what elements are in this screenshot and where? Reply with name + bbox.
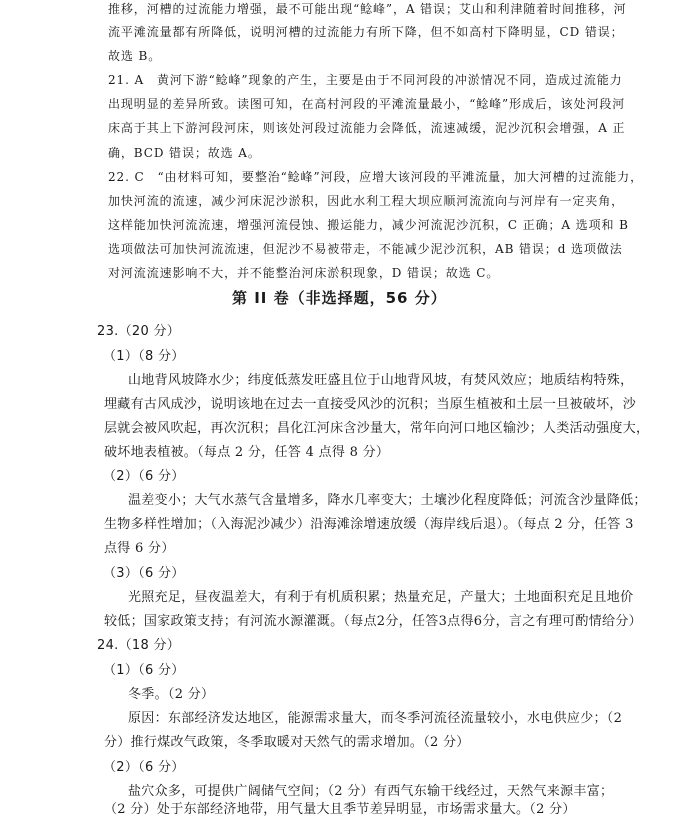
sub-question-header: （2）（6 分） [103,469,185,484]
explanation-21-line: 21. A 黄河下游“鲶峰”现象的产生，主要是由于不同河段的冲淤情况不同，造成过流能力 [108,73,623,87]
sub-question-header: （2）（6 分） [103,760,185,775]
sub-question-header: （3）（6 分） [103,566,185,581]
explanation-line: 选项做法可加快河流流速，但泥沙不易被带走，不能减少泥沙沉积，AB 错误；d 选项做法 [108,242,623,256]
answer-line: 生物多样性增加；（入海泥沙减少）沿海滩涂增速放缓（海岸线后退）。（每点 2 分，任答 3 [104,517,634,532]
explanation-line: 床高于其上下游河段河床，则该处河段过流能力会降低，流速减缓，泥沙沉积会增强，A 正 [108,121,626,135]
explanation-line: 这样能加快河流流速，增强河流侵蚀、搬运能力，减少河流泥沙沉积，C 正确；A 选项和 B [108,218,629,232]
section-title: 第 II 卷（非选择题，56 分） [232,289,447,307]
sub-question-header: （1）（8 分） [103,349,185,364]
answer-line: 冬季。（2 分） [128,687,215,702]
answer-line: 盐穴众多，可提供广阔储气空间；（2 分）有西气东输干线经过，天然气来源丰富； [128,784,614,799]
question-24-header: 24.（18 分） [97,638,181,653]
answer-line: 温差变小；大气水蒸气含量增多，降水几率变大；土壤沙化程度降低；河流含沙量降低； [128,493,647,508]
answer-line: 层就会被风吹起，再次沉积；昌化江河床含沙量大，常年向河口地区输沙；人类活动强度大， [104,421,650,436]
answer-line: 光照充足，昼夜温差大，有利于有机质积累；热量充足，产量大；土地面积充足且地价 [128,590,634,605]
explanation-line: 流平滩流量都有所降低，说明河槽的过流能力有所下降，但不如高村下降明显，CD 错误； [108,25,624,39]
answer-line: 破坏地表植被。（每点 2 分，任答 4 点得 8 分） [104,445,390,460]
answer-line: 较低；国家政策支持；有河流水源灌溉。（每点2分，任答3点得6分，言之有理可酌情给分） [104,614,642,629]
explanation-line: 出现明显的差异所致。读图可知，在高村河段的平滩流量最小，“鲶峰”形成后，该处河段河 [108,97,626,111]
answer-line: 原因：东部经济发达地区，能源需求量大，而冬季河流径流量较小，水电供应少；（2 [128,711,623,726]
answer-line: 山地背风坡降水少；纬度低蒸发旺盛且位于山地背风坡，有焚风效应；地质结构特殊， [128,373,634,388]
answer-line: 埋藏有古风成沙，说明该地在过去一直接受风沙的沉积；当原生植被和土层一旦被破坏，沙 [104,397,637,412]
answer-line: 点得 6 分） [104,541,175,556]
explanation-22-line: 22. C “由材料可知，要整治“鲶峰”河段，应增大该河段的平滩流量，加大河槽的过流能力， [108,170,643,184]
explanation-line: 推移，河槽的过流能力增强，最不可能出现“鲶峰”，A 错误；艾山和利津随着时间推移，河 [108,2,627,16]
answer-line: （2 分）处于东部经济地带，用气量大且季节差异明显，市场需求量大。（2 分） [104,802,576,817]
explanation-line: 加快河流的流速，减少河床泥沙淤积，因此水利工程大坝应顺河流流向与河岸有一定夹角， [108,194,625,208]
question-23-header: 23.（20 分） [97,324,181,339]
sub-question-header: （1）（6 分） [103,663,185,678]
explanation-line: 对河流流速影响不大，并不能整治河床淤积现象，D 错误；故选 C。 [108,266,500,280]
explanation-line: 确，BCD 错误；故选 A。 [108,146,261,160]
explanation-line: 故选 B。 [108,49,162,63]
answer-line: 分）推行煤改气政策，冬季取暖对天然气的需求增加。（2 分） [104,735,470,750]
